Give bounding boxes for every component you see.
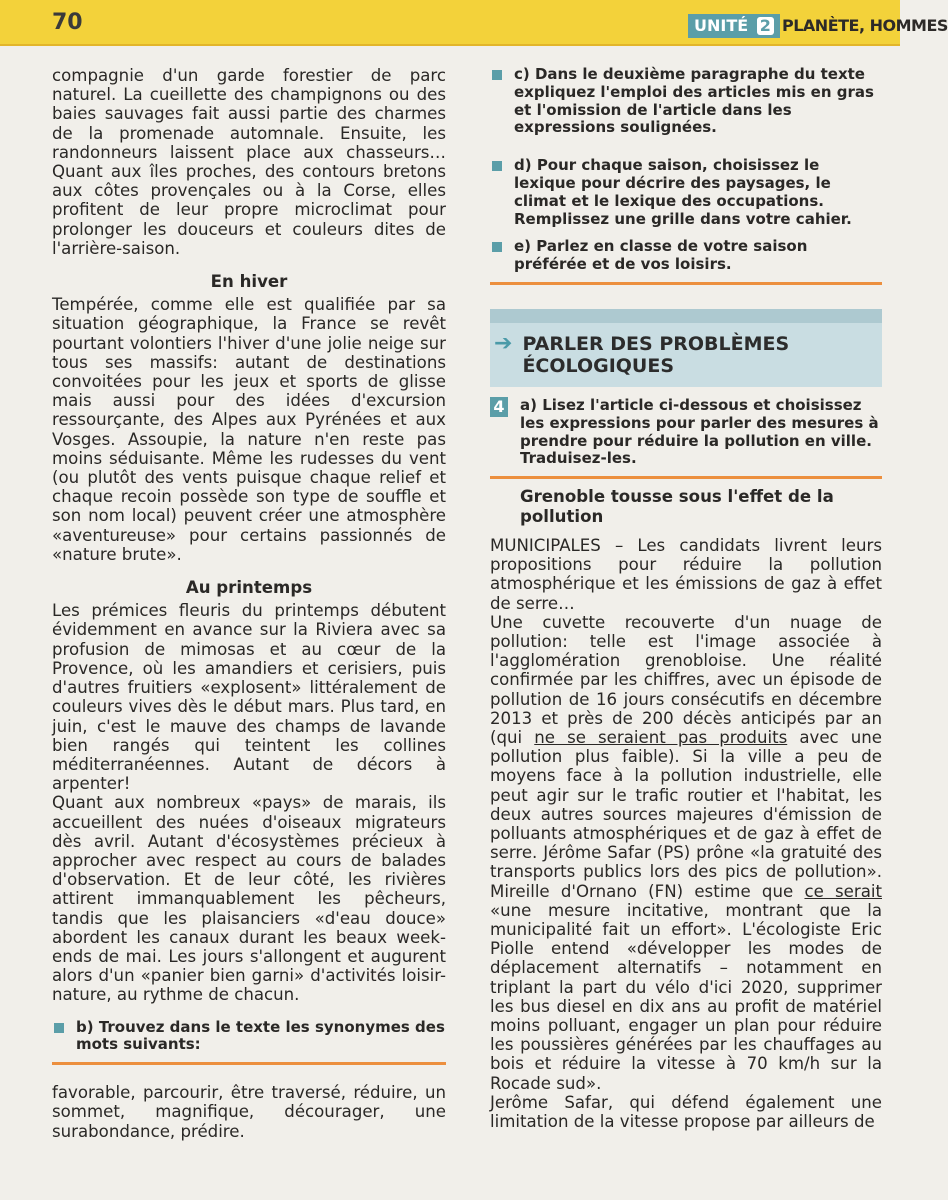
exercise-a: a) Lisez l'article ci-dessous et choisissez les expressions pour parler des mesures à prendre pour réduire la pollution en ville. Traduisez-les. <box>520 395 879 468</box>
article-title: Grenoble tousse sous l'effet de la pollution <box>520 487 834 526</box>
bullet-square-icon <box>492 70 502 80</box>
underlined-expression: ne se seraient pas produits <box>534 728 788 747</box>
unit-label: UNITÉ <box>694 16 749 35</box>
question-b-text: b) Trouvez dans le texte les synonymes des mots suivants: <box>76 1017 445 1054</box>
winter-paragraph: Tempérée, comme elle est qualifiée par sa situation géographique, la France se revêt pourtant volontiers l'hiver d'une jolie neige sur tous ses massifs: autant de destinations convoitées pour les jeux et sports de glisse mais aussi pour des idées d'excursion ressourçante, des Alpes aux Pyrénées et aux Vosges. Assoupie, la nature n'en reste pas moins séduisante. Même les rudesses du vent (ou plutôt des vents puisque chaque relief et chaque recoin possède son type de souffle et son nom local) peuvent créer une atmosphère «aventureuse» pour certains passionnés de «nature brute». <box>52 295 446 564</box>
page-header <box>0 0 948 46</box>
exercise-number: 4 <box>490 397 508 417</box>
question-b <box>52 1019 446 1055</box>
article-lead: MUNICIPALES – Les candidats livrent leurs propositions pour réduire la pollution atmosphérique et les émissions de gaz à effet de serre… <box>490 535 882 613</box>
question-c-text: c) Dans le deuxième paragraphe du texte expliquez l'emploi des articles mis en gras et l'omission de l'article dans les expressions soulignées. <box>514 65 874 137</box>
intro-paragraph: compagnie d'un garde forestier de parc naturel. La cueillette des champignons ou des baies sauvages fait aussi partie des charmes de la promenade automnale. Ensuite, les randonneurs laissent place aux chasseurs… Quant aux îles proches, des contours bretons aux côtes provençales ou à la Corse, elles profitent de leur propre microclimat pour prolonger les douceurs et couleurs dites de l'arrière-saison. <box>52 66 446 258</box>
orange-divider <box>52 1062 446 1065</box>
winter-heading: En hiver <box>210 272 288 292</box>
bullet-square-icon <box>54 1023 64 1033</box>
question-c <box>490 66 882 137</box>
spring-paragraph-2: Quant aux nombreux «pays» de marais, ils accueillent des nuées d'oiseaux migrateurs dès avril. Autant d'écosystèmes précieux à approcher avec respect au cours de balades d'observation. Et de leur côté, les rivières attirent immanquablement les pêcheurs, tandis que les plaisanciers «d'eau douce» abordent les canaux durant les beaux week-ends de mai. Les jours s'allongent et augurent alors d'un «panier bien garni» d'activités loisir-nature, au rythme de chacun. <box>52 793 446 1005</box>
right-column <box>490 66 882 1131</box>
bullet-square-icon <box>492 161 502 171</box>
question-d-text: d) Pour chaque saison, choisissez le lexique pour décrire des paysages, le climat et le lexique des occupations. Remplissez une grille dans votre cahier. <box>514 156 852 228</box>
article-text: avec une pollution plus faible). Si la ville a peu de moyens face à la pollution industrielle, elle peut agir sur le trafic routier et l'habitat, les deux autres sources majeures d'émission de polluants atmosphériques et de gaz à effet de serre. Jérôme Safar (PS) prône «la gratuité des transports publics lors des pics de pollution». Mireille d'Ornano (FN) estime que <box>490 728 882 901</box>
title-band <box>490 309 882 323</box>
article-text: «une mesure incitative, montrant que la municipalité fait un effort». L'écologiste Eric Piolle entend «développer les modes de déplacement alternatifs – notamment en triplant la part du vélo d'ici 2020, supprimer les bus diesel en dix ans au profit de matériel moins polluant, engager un plan pour réduire les poussières générées par les chauffages au bois et réduire la vitesse à 70 km/h sur la Rocade sud». <box>490 900 882 1093</box>
question-d <box>490 157 882 228</box>
spring-heading: Au printemps <box>185 578 313 598</box>
left-column <box>52 66 446 1141</box>
orange-divider <box>490 282 882 285</box>
article-paragraph-2: Jerôme Safar, qui défend également une limitation de la vitesse propose par ailleurs de <box>490 1092 882 1132</box>
spring-paragraph-1: Les prémices fleuris du printemps débutent évidemment en avance sur la Riviera avec sa profusion de mimosas et au cœur de la Provence, où les amandiers et cerisiers, puis d'autres fruitiers «explosent» littéralement de couleurs vives dès le début mars. Plus tard, en juin, c'est le mauve des champs de lavande bien rangés qui teintent les collines méditerranéennes. Autant de décors à arpenter! <box>52 601 446 794</box>
question-e-text: e) Parlez en classe de votre saison préférée et de vos loisirs. <box>514 237 808 274</box>
orange-divider <box>490 476 882 479</box>
section-title-block <box>490 309 882 387</box>
unit-badge <box>688 14 780 38</box>
article-paragraph-1 <box>490 613 882 1093</box>
arrow-right-icon: ➔ <box>494 330 513 356</box>
section-title <box>490 330 882 377</box>
section-title-text: PARLER DES PROBLÈMES ÉCOLOGIQUES <box>522 332 790 377</box>
question-e <box>490 238 882 274</box>
unit-number: 2 <box>757 17 774 35</box>
synonyms-list: favorable, parcourir, être traversé, réduire, un sommet, magnifique, décourager, une surabondance, prédire. <box>52 1083 446 1141</box>
page-number: 70 <box>52 10 83 35</box>
bullet-square-icon <box>492 242 502 252</box>
article-text: Une cuvette recouverte d'un nuage de pollution: telle est l'image associée à l'agglomération grenobloise. Une réalité confirmée par les chiffres, avec un épisode de pollution de 16 jours consécutifs en décembre 2013 et près de 200 décès anticipés par an (qui <box>490 612 882 747</box>
unit-title: PLANÈTE, HOMMES <box>782 16 948 35</box>
underlined-expression: ce serait <box>804 881 882 901</box>
exercise-4 <box>490 397 882 468</box>
